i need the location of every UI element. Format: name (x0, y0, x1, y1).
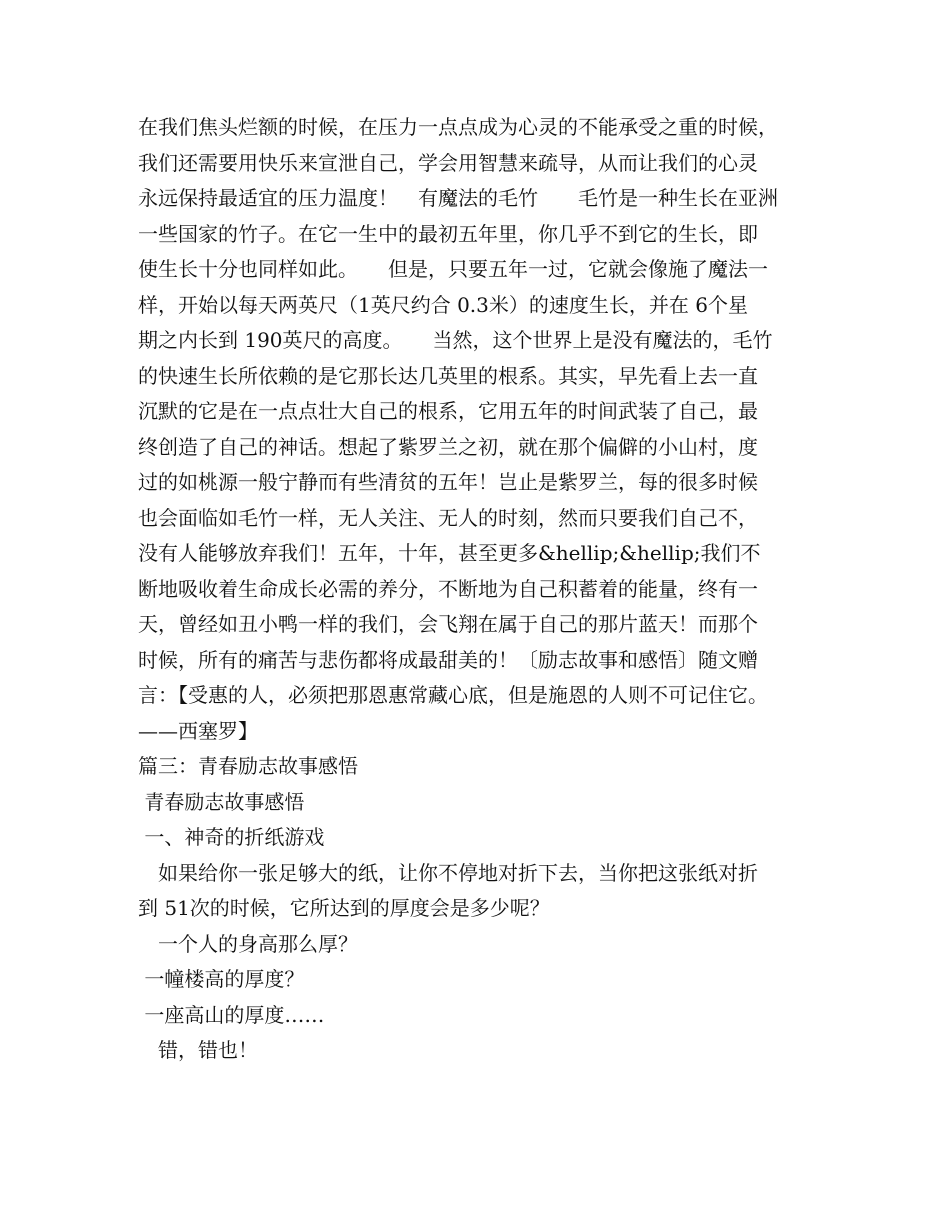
article-title: 青春励志故事感悟 (138, 789, 305, 814)
text-line: 的快速生长所依赖的是它那长达几英里的根系。其实，早先看上去一直 (138, 363, 758, 388)
section-heading: 篇三：青春励志故事感悟 (138, 754, 358, 778)
text-line: 天，曾经如丑小鸭一样的我们，会飞翔在属于自己的那片蓝天！而那个 (138, 612, 758, 636)
text-line: 样，开始以每天两英尺（1英尺约合 0.3米）的速度生长，并在 6个星 (138, 292, 748, 317)
text-line: 一座高山的厚度…… (138, 1002, 325, 1027)
text-line: 一个人的身高那么厚？ (138, 931, 358, 956)
text-line: 一些国家的竹子。在它一生中的最初五年里，你几乎不到它的生长，即 (138, 221, 758, 246)
text-line: 在我们焦头烂额的时候，在压力一点点成为心灵的不能承受之重的时候， (138, 115, 778, 139)
text-line: 使生长十分也同样如此。 但是，只要五年一过，它就会像施了魔法一 (138, 257, 768, 281)
text-line: 期之内长到 190英尺的高度。 当然，这个世界上是没有魔法的，毛竹 (138, 328, 773, 352)
text-line: 错，错也！ (138, 1038, 258, 1062)
text-line: 一幢楼高的厚度？ (138, 967, 305, 991)
text-line: 言：【受惠的人，必须把那恩惠常藏心底，但是施恩的人则不可记住它。 (138, 683, 768, 707)
subsection-heading: 一、神奇的折纸游戏 (138, 825, 325, 849)
text-line: 如果给你一张足够大的纸，让你不停地对折下去，当你把这张纸对折 (138, 860, 758, 885)
text-line: 沉默的它是在一点点壮大自己的根系，它用五年的时间武装了自己，最 (138, 399, 758, 423)
document-body (138, 110, 838, 1069)
text-line: 时候，所有的痛苦与悲伤都将成最甜美的！〔励志故事和感悟〕随文赠 (138, 647, 758, 672)
text-line: 过的如桃源一般宁静而有些清贫的五年！岂止是紫罗兰，每的很多时候 (138, 470, 758, 494)
text-line: 没有人能够放弃我们！五年，十年，甚至更多&hellip;&hellip;我们不 (138, 541, 761, 565)
text-line: 终创造了自己的神话。想起了紫罗兰之初，就在那个偏僻的小山村，度 (138, 434, 758, 459)
text-line: 到 51次的时候，它所达到的厚度会是多少呢？ (138, 896, 550, 920)
text-line: 也会面临如毛竹一样，无人关注、无人的时刻，然而只要我们自己不， (138, 505, 758, 530)
text-line: 断地吸收着生命成长必需的养分，不断地为自己积蓄着的能量，终有一 (138, 576, 758, 601)
text-line: 永远保持最适宜的压力温度！ 有魔法的毛竹 毛竹是一种生长在亚洲 (138, 186, 778, 210)
text-line: ——西塞罗】 (138, 718, 258, 743)
text-line: 我们还需要用快乐来宣泄自己，学会用智慧来疏导，从而让我们的心灵 (138, 150, 758, 175)
